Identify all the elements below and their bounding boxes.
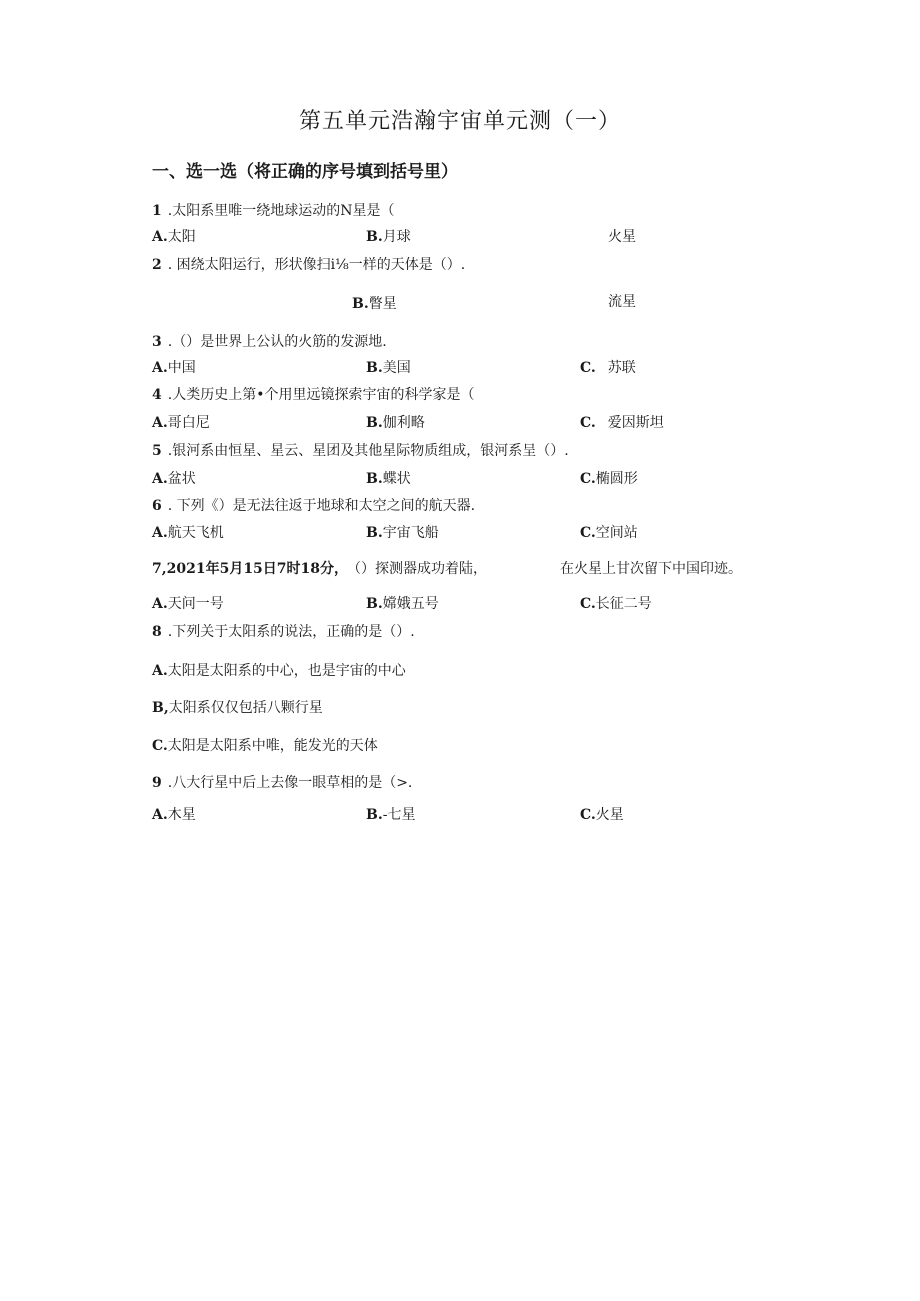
option-b: B.伽利略 [366, 415, 425, 431]
option-b: B.美国 [366, 360, 411, 376]
option-b: B.蝶状 [366, 471, 411, 487]
option-c: C.火星 [580, 807, 624, 823]
question-number: 5 [152, 443, 162, 459]
option-a: A.中国 [152, 360, 196, 376]
option-b: B.嫦娥五号 [366, 596, 439, 612]
option-c: C.空间站 [580, 525, 638, 541]
option-b: B.宇宙飞船 [366, 525, 439, 541]
question-6 [152, 495, 475, 515]
question-2 [152, 254, 465, 274]
option-a: A.木星 [152, 807, 196, 823]
option-a: A.盆状 [152, 471, 196, 487]
question-number: 6 [152, 498, 162, 514]
question-text: .下列关于太阳系的说法，正确的是（）. [167, 624, 415, 640]
question-text: .人类历史上第•个用里远镜探索宇宙的科学家是（ [167, 387, 475, 403]
question-text: （）探测器成功着陆， [354, 561, 488, 577]
option-c: C.长征二号 [580, 596, 652, 612]
question-7 [152, 558, 487, 578]
question-7-tail: 在火星上甘次留下中国印迹。 [560, 561, 742, 577]
question-1 [152, 200, 394, 220]
question-number: 2 [152, 257, 162, 273]
option-c: C. 苏联 [580, 360, 636, 376]
question-text: . 下列《）是无法往返于地球和太空之间的航天器. [167, 498, 476, 514]
option-b: B,太阳系仅仅包括八颗行星 [152, 700, 323, 716]
question-number: 8 [152, 624, 162, 640]
option-c: 流星 [608, 294, 636, 310]
question-number: 7,2021年5月15日7时18分， [152, 561, 349, 577]
option-c: C.太阳是太阳系中唯，能发光的天体 [152, 738, 378, 754]
question-number: 4 [152, 387, 162, 403]
option-c: 火星 [608, 229, 636, 245]
question-number: 1 [152, 203, 162, 219]
option-a: A.太阳 [152, 229, 196, 245]
section-heading: 一、选一选（将正确的序号填到括号里） [152, 162, 458, 182]
option-b: B.月球 [366, 229, 411, 245]
question-text: .银河系由恒星、星云、星团及其他星际物质组成，银河系呈（）. [167, 443, 569, 459]
question-3 [152, 331, 387, 351]
question-8 [152, 621, 415, 641]
option-c: C.椭圆形 [580, 471, 638, 487]
option-a: A.哥白尼 [152, 415, 210, 431]
question-number: 9 [152, 775, 162, 791]
question-text: .（）是世界上公认的火筋的发源地. [167, 334, 387, 350]
question-9 [152, 772, 412, 792]
question-4 [152, 384, 474, 404]
question-text: .八大行星中后上去像一眼草相的是（>. [167, 775, 413, 791]
option-a: A.天问一号 [152, 596, 224, 612]
option-b: B.瞥星 [352, 296, 397, 312]
question-text: .太阳系里唯一绕地球运动的N星是（ [167, 203, 395, 219]
question-number: 3 [152, 334, 162, 350]
page-title: 第五单元浩瀚宇宙单元测（一） [298, 109, 621, 134]
option-b: B.-七星 [366, 807, 416, 823]
question-text: . 困绕太阳运行，形状像扫i⅛一样的天体是（）. [167, 257, 466, 273]
question-5 [152, 440, 569, 460]
option-a: A.航天飞机 [152, 525, 224, 541]
option-a: A.太阳是太阳系的中心，也是宇宙的中心 [152, 663, 406, 679]
option-c: C. 爱因斯坦 [580, 415, 664, 431]
